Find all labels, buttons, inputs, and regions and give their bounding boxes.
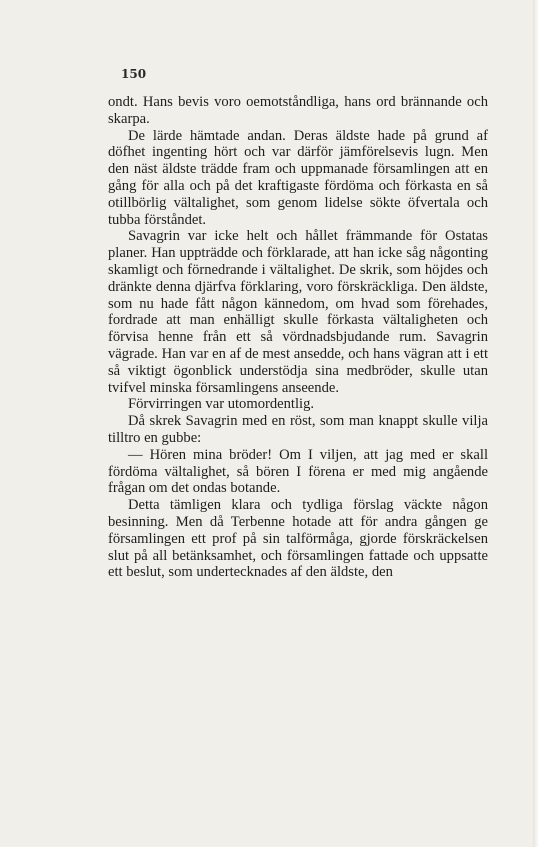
body-text — [108, 94, 488, 581]
paragraph: De lärde hämtade andan. Deras äldste hade på grund af döfhet ingenting hört och var därför jämförelsevis lugn. Men den näst äldste trädde fram och uppmanade församlingen att en gång för alla och på det kraftigaste fördöma och förkasta en så otillbörlig vältalighet, som genom lidelse sökte öfvertala och tubba förståndet. — [108, 127, 488, 228]
paragraph: Då skrek Savagrin med en röst, som man knappt skulle vilja tilltro en gubbe: — [108, 413, 488, 446]
paragraph: — Hören mina bröder! Om I viljen, att jag med er skall fördöma vältalighet, så bören I förena er med mig angående frågan om det ondas botande. — [108, 446, 488, 497]
paragraph: Förvirringen var utomordentlig. — [128, 396, 315, 413]
paragraph: Detta tämligen klara och tydliga förslag väckte någon besinning. Men då Terbenne hotade att för andra gången ge församlingen ett prof på sin talförmåga, gjorde förskräckelsen slut på all betänksamhet, och församlingen fattade och uppsatte ett beslut, som undertecknades af den äldste, den — [108, 497, 488, 581]
page-edge — [533, 0, 539, 847]
paragraph: ondt. Hans bevis voro oemotståndliga, hans ord brännande och skarpa. — [108, 94, 488, 127]
page-number: 150 — [121, 67, 147, 81]
paragraph: Savagrin var icke helt och hållet främmande för Ostatas planer. Han uppträdde och förklarade, att han icke såg någonting skamligt och förnedrande i vältalighet. De skrik, som höjdes och dränkte denna djärfva förklaring, voro förskräckliga. Den äldste, som nu hade fått någon kännedom, om hvad som förehades, fordrade att man enhälligt skulle förkasta vältaligheten och förvisa henne från ett så vördnadsbjudande rum. Savagrin vägrade. Han var en af de mest ansedde, och hans vägran att i ett så viktigt ögonblick understödja sina medbröder, skulle utan tvifvel minska församlingens anseende. — [108, 228, 488, 396]
